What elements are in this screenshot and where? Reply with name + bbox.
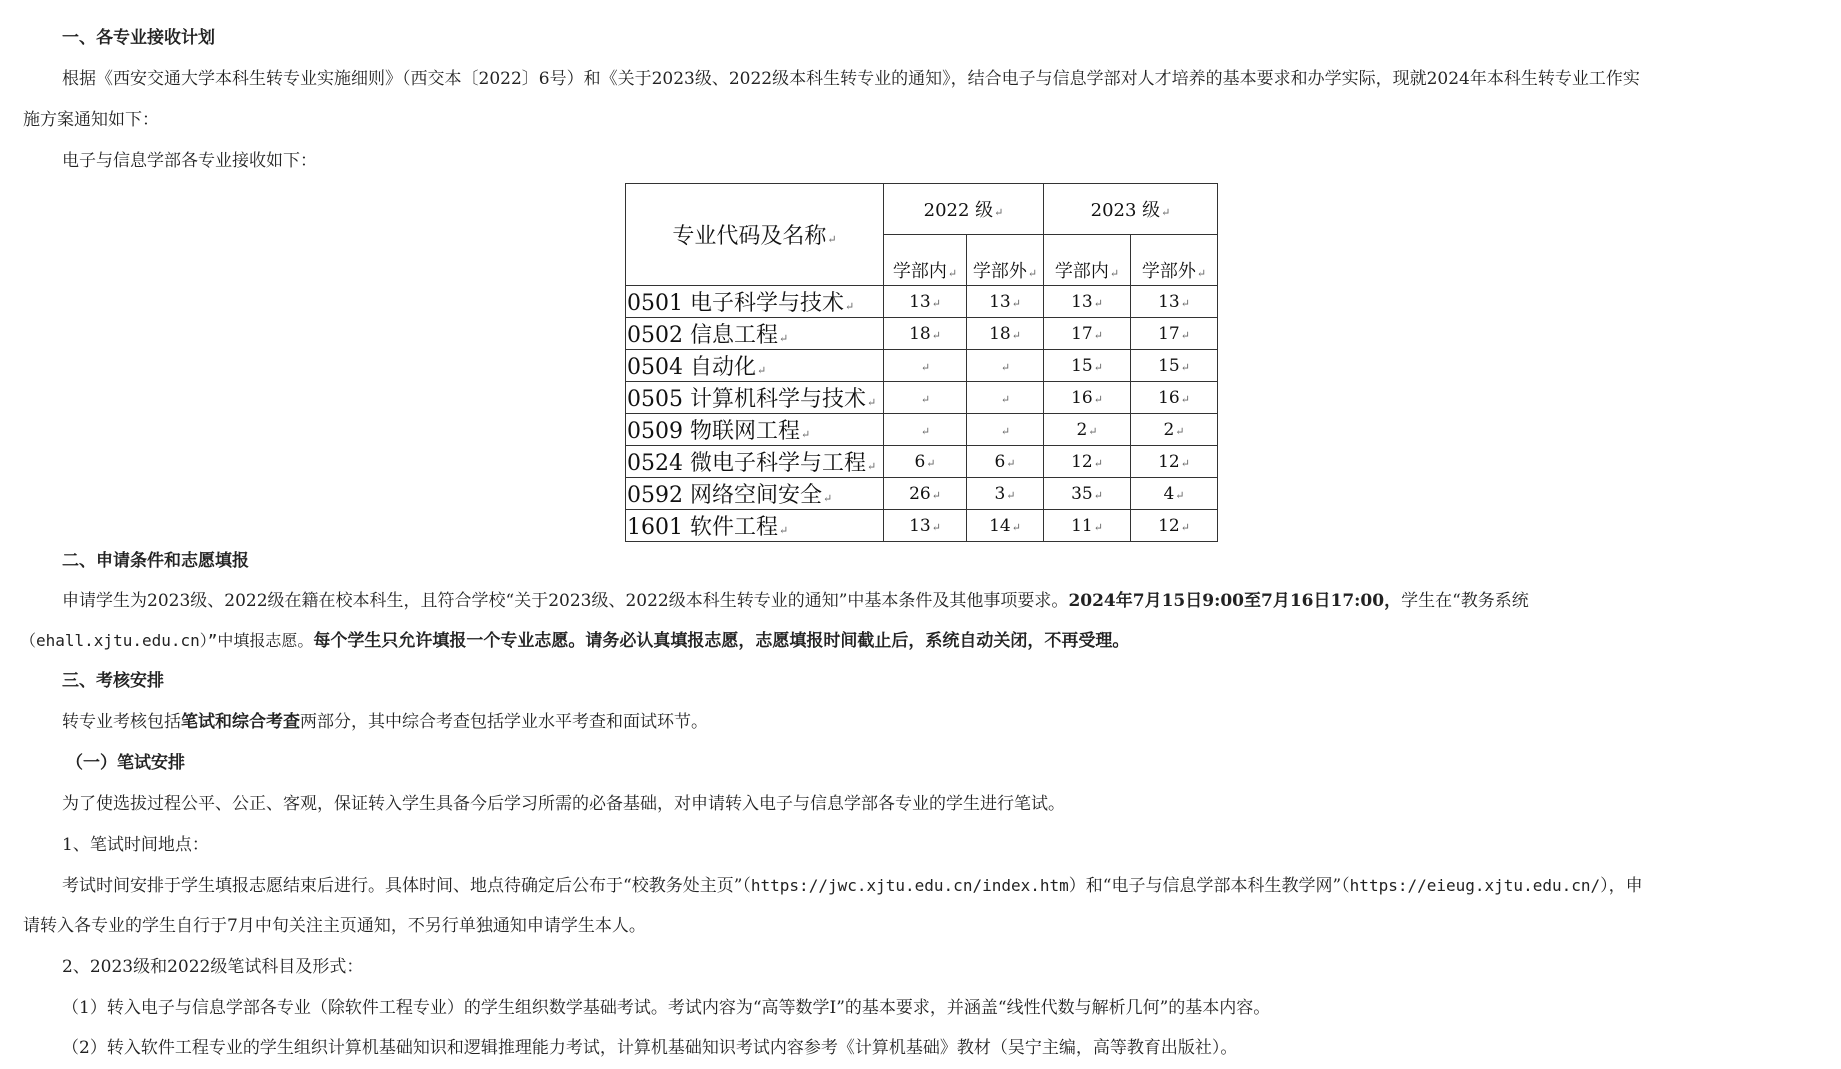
paragraph-mark: ↵ (1175, 488, 1185, 502)
paragraph-mark: ↵ (1000, 360, 1011, 374)
section3-heading: 三、考核安排 (62, 671, 164, 691)
paragraph-mark: ↵ (1196, 267, 1207, 280)
paragraph-mark: ↵ (1093, 392, 1103, 406)
section2-line1 (62, 589, 1529, 613)
quota-value: 6 (994, 451, 1006, 472)
paragraph-mark: ↵ (994, 206, 1004, 219)
quota-cell (967, 446, 1044, 478)
paragraph-mark: ↵ (1180, 328, 1190, 342)
quota-cell (1131, 350, 1218, 382)
quota-value: 16 (1071, 387, 1093, 408)
table-header-row-grades (626, 184, 1218, 235)
quota-value: 13 (1071, 291, 1093, 312)
major-name: 0509 物联网工程 (627, 419, 800, 444)
table-row (626, 286, 1218, 318)
quota-value: 18 (989, 323, 1011, 344)
paragraph-mark: ↵ (756, 364, 767, 377)
paragraph-mark: ↵ (1006, 456, 1016, 470)
quota-cell (1044, 478, 1131, 510)
header-2023-outer-text: 学部外 (1141, 261, 1196, 282)
quota-value: 13 (909, 515, 931, 536)
quota-cell (967, 478, 1044, 510)
quota-value: 3 (994, 483, 1006, 504)
header-2023-outer (1131, 235, 1218, 286)
quota-cell (967, 286, 1044, 318)
paragraph-mark: ↵ (920, 392, 931, 406)
quota-cell (1044, 286, 1131, 318)
quota-value: 13 (1158, 291, 1180, 312)
quota-cell (1131, 318, 1218, 350)
majors-quota-table (625, 183, 1218, 542)
paragraph-mark: ↵ (1006, 488, 1016, 502)
quota-value: 12 (1158, 515, 1180, 536)
paragraph-mark: ↵ (1093, 360, 1103, 374)
table-row (626, 382, 1218, 414)
quota-value: 15 (1158, 355, 1180, 376)
quota-value: 2 (1076, 419, 1088, 440)
paragraph-mark: ↵ (844, 300, 855, 313)
quota-value: 17 (1158, 323, 1180, 344)
header-2023-inner (1044, 235, 1131, 286)
table-row (626, 478, 1218, 510)
header-grade-2023 (1044, 184, 1218, 235)
section1-paragraph1-line1: 根据《西安交通大学本科生转专业实施细则》（西交本〔2022〕6号）和《关于2023级、2022级本科生转专业的通知》，结合电子与信息学部对人才培养的基本要求和办学实际，现就2024年本科生转专业工作实 (62, 69, 1640, 89)
quota-value: 4 (1163, 483, 1175, 504)
paragraph-mark: ↵ (1093, 456, 1103, 470)
paragraph-mark: ↵ (920, 360, 931, 374)
quota-cell (1131, 510, 1218, 542)
paragraph-mark: ↵ (931, 296, 941, 310)
quota-cell (967, 510, 1044, 542)
section1-paragraph1-line2: 施方案通知如下： (23, 110, 159, 130)
paragraph-mark: ↵ (1175, 424, 1185, 438)
item2-heading: 2、2023级和2022级笔试科目及形式： (62, 957, 364, 977)
paragraph-mark: ↵ (778, 524, 789, 537)
quota-value: 11 (1071, 515, 1093, 536)
paragraph-mark: ↵ (1011, 520, 1021, 534)
quota-cell (1131, 478, 1218, 510)
paragraph-mark: ↵ (1093, 296, 1103, 310)
quota-cell (1131, 382, 1218, 414)
quota-value: 12 (1071, 451, 1093, 472)
quota-cell (1044, 350, 1131, 382)
table-row (626, 350, 1218, 382)
section2-heading: 二、申请条件和志愿填报 (62, 551, 249, 571)
major-name-cell (626, 286, 884, 318)
quota-cell (1131, 286, 1218, 318)
major-name-cell (626, 318, 884, 350)
section2-line2 (20, 629, 1129, 653)
quota-value: 14 (989, 515, 1011, 536)
section3-paragraph3-a: 考试时间安排于学生填报志愿结束后进行。具体时间、地点待确定后公布于“校教务处主页”（ (62, 876, 751, 896)
paragraph-mark: ↵ (1180, 392, 1190, 406)
section3-paragraph3-line1 (62, 874, 1643, 898)
written-exam-subheading: （一）笔试安排 (66, 753, 185, 773)
quota-cell (1131, 414, 1218, 446)
paragraph-mark: ↵ (1180, 360, 1190, 374)
table-row (626, 510, 1218, 542)
quota-value: 6 (914, 451, 926, 472)
section3-paragraph3-line2: 请转入各专业的学生自行于7月中旬关注主页通知，不另行单独通知申请学生本人。 (23, 916, 646, 936)
paragraph-mark: ↵ (866, 396, 877, 409)
quota-cell (1044, 446, 1131, 478)
section3-paragraph3-c: ），申 (1600, 876, 1643, 896)
quota-value: 16 (1158, 387, 1180, 408)
paragraph-mark: ↵ (1180, 520, 1190, 534)
quota-cell (884, 510, 967, 542)
section1-paragraph2: 电子与信息学部各专业接收如下： (62, 151, 317, 171)
quota-cell (1044, 318, 1131, 350)
section1-heading: 一、各专业接收计划 (62, 28, 215, 48)
paragraph-mark: ↵ (1011, 328, 1021, 342)
quota-value: 12 (1158, 451, 1180, 472)
paragraph-mark: ↵ (1161, 206, 1171, 219)
jwc-homepage-link[interactable]: https://jwc.xjtu.edu.cn/index.htm (750, 876, 1069, 895)
quota-cell (884, 286, 967, 318)
eieug-homepage-link[interactable]: https://eieug.xjtu.edu.cn/ (1349, 876, 1601, 895)
paragraph-mark: ↵ (1000, 424, 1011, 438)
paragraph-mark: ↵ (1093, 328, 1103, 342)
quota-value: 26 (909, 483, 931, 504)
paragraph-mark: ↵ (931, 488, 941, 502)
major-name-cell (626, 510, 884, 542)
paragraph-mark: ↵ (1093, 520, 1103, 534)
paragraph-mark: ↵ (800, 428, 811, 441)
paragraph-mark: ↵ (1011, 296, 1021, 310)
header-grade-2023-text: 2023 级 (1090, 200, 1161, 221)
quota-value: 18 (909, 323, 931, 344)
paragraph-mark: ↵ (931, 520, 941, 534)
major-name: 0524 微电子科学与工程 (627, 451, 866, 476)
quota-cell (884, 382, 967, 414)
quota-value: 15 (1071, 355, 1093, 376)
paragraph-mark: ↵ (1093, 488, 1103, 502)
quota-cell (884, 350, 967, 382)
major-name: 0592 网络空间安全 (627, 483, 822, 508)
major-name: 0502 信息工程 (627, 323, 778, 348)
paragraph-mark: ↵ (920, 424, 931, 438)
table-row (626, 446, 1218, 478)
item1-heading: 1、笔试时间地点： (62, 835, 209, 855)
section3-paragraph1 (62, 710, 708, 734)
section2-line1-text: 申请学生为2023级、2022级在籍在校本科生，且符合学校“关于2023级、2022级本科生转专业的通知”中基本条件及其他事项要求。 (62, 591, 1069, 611)
quota-cell (967, 414, 1044, 446)
paragraph-mark: ↵ (827, 233, 837, 246)
paragraph-mark: ↵ (1180, 296, 1190, 310)
header-2022-inner-text: 学部内 (892, 261, 947, 282)
quota-value: 13 (909, 291, 931, 312)
paragraph-mark: ↵ (866, 460, 877, 473)
section2-line2-text: （ehall.xjtu.edu.cn）”中填报志愿。 (20, 631, 314, 650)
major-name: 0501 电子科学与技术 (627, 291, 844, 316)
major-name-cell (626, 446, 884, 478)
application-time-window: 2024年7月15日9:00至7月16日17:00， (1068, 591, 1402, 611)
one-choice-notice: 每个学生只允许填报一个专业志愿。请务必认真填报志愿，志愿填报时间截止后，系统自动关闭，不再受理。 (313, 631, 1130, 651)
paragraph-mark: ↵ (1109, 267, 1120, 280)
quota-cell (967, 318, 1044, 350)
paragraph-mark: ↵ (926, 456, 936, 470)
section3-paragraph3-b: ）和“电子与信息学部本科生教学网”（ (1068, 876, 1350, 896)
quota-cell (1044, 382, 1131, 414)
paragraph-mark: ↵ (931, 328, 941, 342)
paragraph-mark: ↵ (1000, 392, 1011, 406)
quota-value: 13 (989, 291, 1011, 312)
quota-value: 2 (1163, 419, 1175, 440)
quota-cell (884, 318, 967, 350)
header-2022-inner (884, 235, 967, 286)
quota-cell (967, 382, 1044, 414)
sub-item-2: （2）转入软件工程专业的学生组织计算机基础知识和逻辑推理能力考试，计算机基础知识考试内容参考《计算机基础》教材（吴宁主编，高等教育出版社）。 (62, 1038, 1238, 1058)
quota-cell (1044, 414, 1131, 446)
paragraph-mark: ↵ (778, 332, 789, 345)
section3-paragraph2: 为了使选拔过程公平、公正、客观，保证转入学生具备今后学习所需的必备基础，对申请转入电子与信息学部各专业的学生进行笔试。 (62, 794, 1065, 814)
quota-cell (884, 478, 967, 510)
quota-value: 17 (1071, 323, 1093, 344)
header-grade-2022 (884, 184, 1044, 235)
quota-value: 35 (1071, 483, 1093, 504)
section2-line1-tail: 学生在“教务系统 (1401, 591, 1529, 611)
major-name-cell (626, 382, 884, 414)
major-name: 1601 软件工程 (627, 515, 778, 540)
paragraph-mark: ↵ (947, 267, 958, 280)
quota-cell (1044, 510, 1131, 542)
header-2022-outer (967, 235, 1044, 286)
exam-parts-bold: 笔试和综合考查 (181, 712, 300, 732)
sub-item-1: （1）转入电子与信息学部各专业（除软件工程专业）的学生组织数学基础考试。考试内容为“高等数学I”的基本要求，并涵盖“线性代数与解析几何”的基本内容。 (62, 998, 1271, 1018)
quota-cell (967, 350, 1044, 382)
paragraph-mark: ↵ (1180, 456, 1190, 470)
table-row (626, 414, 1218, 446)
major-name: 0504 自动化 (627, 355, 756, 380)
table-row (626, 318, 1218, 350)
paragraph-mark: ↵ (1027, 267, 1038, 280)
header-major-name-text: 专业代码及名称 (672, 224, 827, 249)
quota-cell (884, 446, 967, 478)
header-grade-2022-text: 2022 级 (923, 200, 994, 221)
paragraph-mark: ↵ (1088, 424, 1098, 438)
header-major-name (626, 184, 884, 286)
major-name-cell (626, 350, 884, 382)
section3-paragraph1-a: 转专业考核包括 (62, 712, 181, 732)
major-name-cell (626, 414, 884, 446)
quota-cell (884, 414, 967, 446)
quota-cell (1131, 446, 1218, 478)
major-name-cell (626, 478, 884, 510)
paragraph-mark: ↵ (822, 492, 833, 505)
header-2022-outer-text: 学部外 (972, 261, 1027, 282)
major-name: 0505 计算机科学与技术 (627, 387, 866, 412)
header-2023-inner-text: 学部内 (1054, 261, 1109, 282)
section3-paragraph1-c: 两部分，其中综合考查包括学业水平考查和面试环节。 (300, 712, 708, 732)
